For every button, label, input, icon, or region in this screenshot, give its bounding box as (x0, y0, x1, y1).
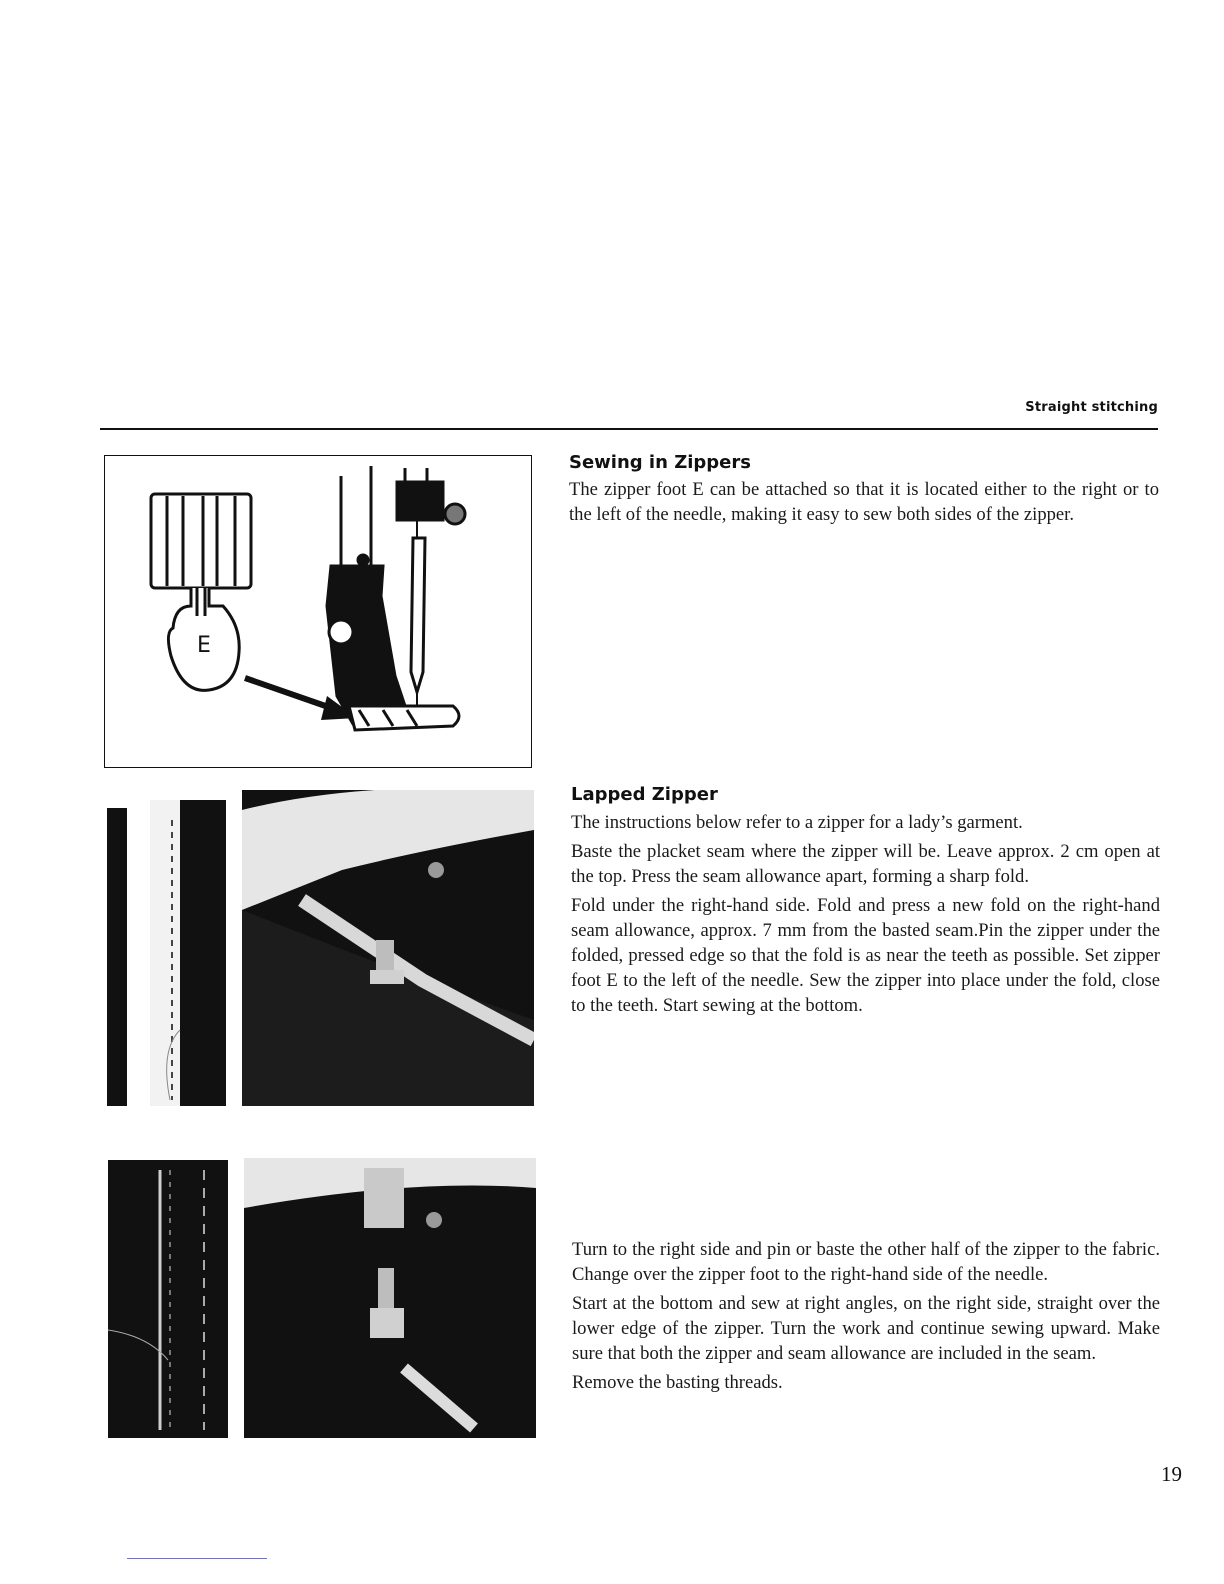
photo-zipper-fold (150, 800, 226, 1106)
presser-foot-side-view (327, 466, 465, 730)
photo-zipper-strip-edge (107, 808, 127, 1106)
right-side-paragraph-2: Start at the bottom and sew at right angles, on the right side, straight over the lower edge of the zipper. Turn the work and continue sewing upward. Make sure that both the zipper and seam allowance are included in the seam. (572, 1293, 1160, 1364)
zippers-text (569, 477, 1159, 531)
photo-sewing-right-side (244, 1158, 536, 1438)
heading-lapped-zipper: Lapped Zipper (571, 784, 718, 805)
page-number: 19 (1161, 1462, 1182, 1486)
zipper-foot-illustration (104, 455, 532, 768)
right-side-paragraph-1: Turn to the right side and pin or baste the other half of the zipper to the fabric. Change over the zipper foot to the right-hand side of the needle. (572, 1239, 1160, 1285)
zipper-foot-top-view (151, 494, 251, 690)
header-rule (100, 428, 1158, 430)
photo-zipper-right-side (108, 1160, 228, 1438)
right-side-paragraph-3: Remove the basting threads. (572, 1372, 783, 1393)
bottom-scan-line (127, 1558, 267, 1559)
zipper-right-side-detail (108, 1160, 228, 1438)
section-header: Straight stitching (1025, 400, 1158, 415)
zippers-paragraph: The zipper foot E can be attached so that it is located either to the right or to the left of the needle, making it easy to sew both sides of the zipper. (569, 479, 1159, 525)
lapped-paragraph-3: Fold under the right-hand side. Fold and press a new fold on the right-hand seam allowance, approx. 7 mm from the basted seam.Pin the zipper under the folded, pressed edge so that the fold is as near the teeth as possible. Set zipper foot E to the left of the needle. Sew the zipper into place under the fold, close to the teeth. Start sewing at the bottom. (571, 895, 1160, 1016)
foot-letter-label: E (197, 633, 211, 658)
lapped-paragraph-2: Baste the placket seam where the zipper will be. Leave approx. 2 cm open at the top. Press the seam allowance apart, forming a sharp fold. (571, 841, 1160, 887)
lapped-zipper-text (571, 810, 1160, 1022)
right-side-text (572, 1237, 1160, 1399)
heading-sewing-in-zippers: Sewing in Zippers (569, 452, 751, 473)
sewing-scene-2 (244, 1158, 536, 1438)
photo-sewing-lapped-zipper (242, 790, 534, 1106)
zipper-fold-detail (150, 800, 226, 1106)
zipper-foot-drawing (105, 456, 531, 767)
lapped-paragraph-1: The instructions below refer to a zipper for a lady’s garment. (571, 812, 1023, 833)
sewing-scene-1 (242, 790, 534, 1106)
